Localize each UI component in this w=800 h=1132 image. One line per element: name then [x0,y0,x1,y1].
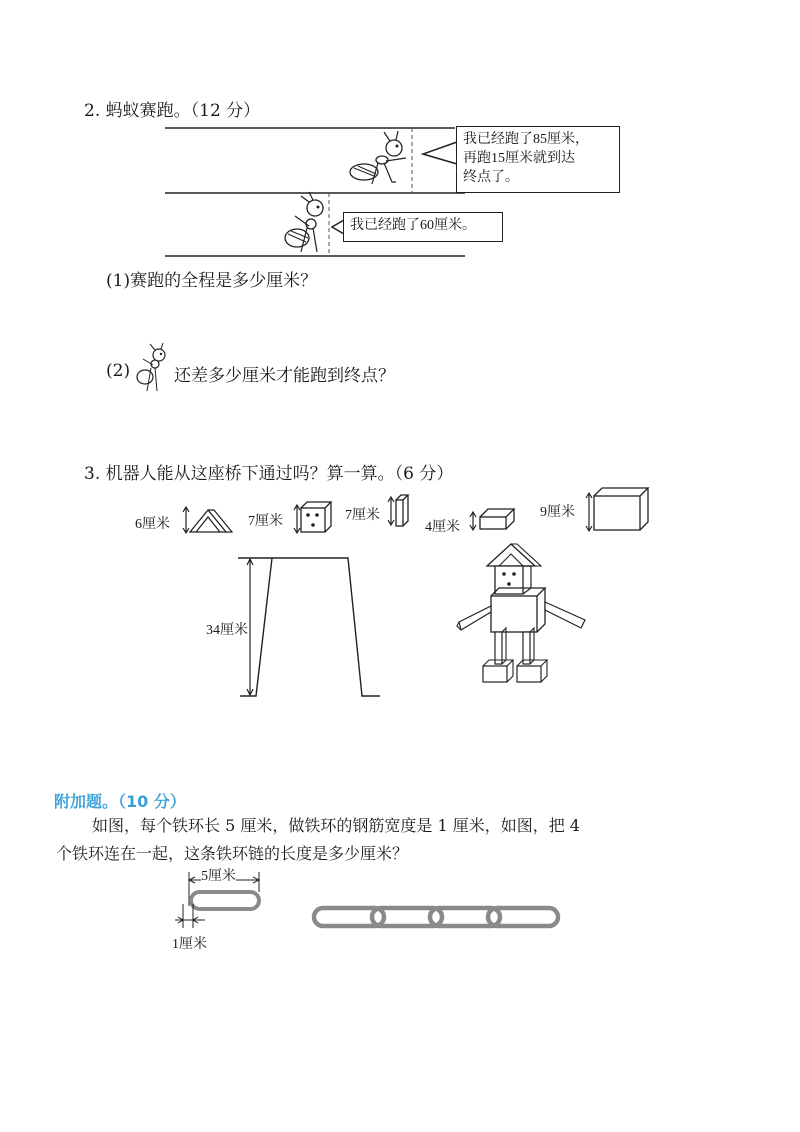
q2-title: 2. 蚂蚁赛跑。（12 分） [84,101,261,121]
q3-title: 3. 机器人能从这座桥下通过吗？算一算。（6 分） [84,464,454,484]
speech-pointer [420,140,460,170]
speech-bubble-85: 我已经跑了85厘米， 再跑15厘米就到达 终点了。 [456,126,620,193]
body-box [584,486,654,536]
ant-icon [135,347,171,393]
bonus-title: 附加题。（10 分） [54,792,186,811]
q2-sub1: (1)赛跑的全程是多少厘米？ [106,271,318,291]
triangle-block [180,506,250,536]
ring-width-label: 1厘米 [172,937,207,952]
ring-length-label: 5厘米 [201,869,236,884]
part-label-6: 6厘米 [135,517,170,532]
bonus-line2: 个铁环连在一起，这条铁环链的长度是多少厘米？ [56,844,409,863]
ring-chain-diagram [310,904,570,934]
q2-sub2-prefix: (2) [106,361,131,381]
part-label-7b: 7厘米 [345,508,380,523]
head-cube [293,500,338,536]
speech-bubble-60: 我已经跑了60厘米。 [343,212,503,242]
robot-diagram [455,540,595,690]
part-label-9: 9厘米 [540,505,575,520]
q2-sub2-text: 还差多少厘米才能跑到终点？ [174,366,395,386]
part-label-7a: 7厘米 [248,514,283,529]
ant-icon [348,130,418,190]
bridge-diagram [238,552,388,702]
slab-block [387,494,412,528]
bonus-line1: 如图，每个铁环长 5 厘米，做铁环的钢筋宽度是 1 厘米，如图，把 4 [92,816,580,835]
flat-block [468,507,518,533]
bridge-height-label: 34厘米 [206,618,248,640]
part-label-4: 4厘米 [425,520,460,535]
